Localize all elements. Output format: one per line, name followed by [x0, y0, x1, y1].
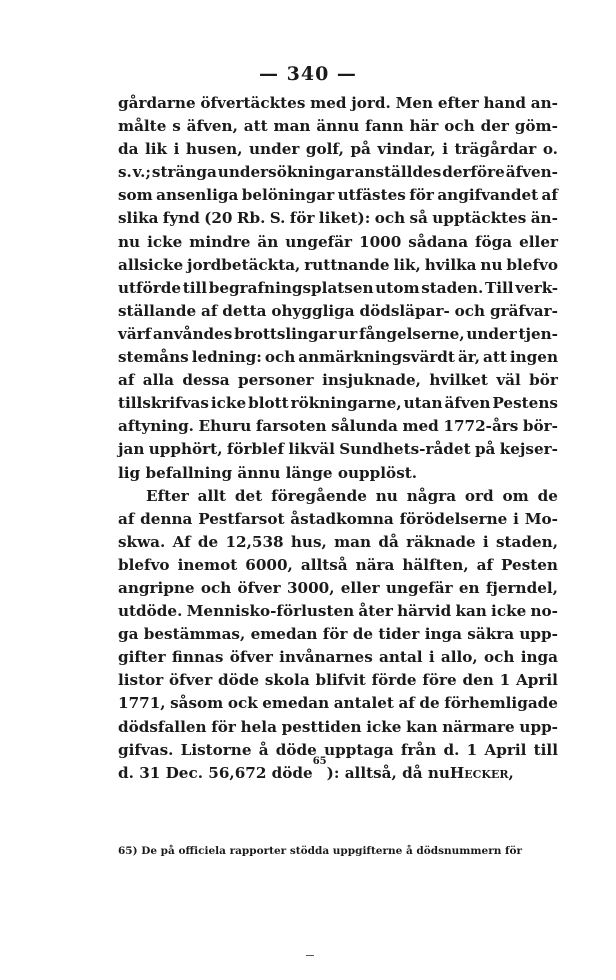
text-line: angripne och öfver 3000, eller ungefär en fjerndel, — [118, 578, 558, 597]
text-line: gifter finnas öfver invånarnes antal i allo, och inga — [118, 648, 558, 667]
text-line: skwa. Af de 12,538 hus, man då räknade i staden, — [118, 532, 558, 551]
text-line: slika fynd (20 Rb. S. för liket): och så upptäcktes än- — [118, 209, 558, 228]
text-line: som ansenliga belöningar utfästes för angifvandet af — [118, 186, 558, 205]
text-line: af denna Pestfarsot åstadkomna förödelserne i Mo- — [118, 509, 558, 528]
text-line: da lik i husen, under golf, på vindar, i trägårdar o. — [118, 140, 558, 159]
text-line: gifvas. Listorne å döde upptaga från d. 1 April till — [118, 740, 558, 759]
text-line: dödsfallen för hela pesttiden icke kan närmare upp- — [118, 717, 558, 736]
text-line: allsicke jordbetäckta, ruttnande lik, hvilka nu blefvo — [118, 255, 558, 274]
bottom-mark — [306, 955, 314, 956]
text-line: gårdarne öfvertäcktes med jord. Men efter hand an- — [118, 94, 558, 112]
text-line: Efter allt det föregående nu några ord om de — [146, 486, 558, 505]
text-line: af alla dessa personer insjuknade, hvilket väl bör — [118, 371, 558, 390]
text-line: lig befallning ännu länge oupplöst. — [118, 463, 418, 482]
text-line: aftyning. Ehuru farsoten sålunda med 1772-års bör- — [118, 417, 558, 436]
text-line: blefvo inemot 6000, alltså nära hälften, af Pesten — [118, 555, 558, 574]
text-line: värf anvåndes brottslingar ur fångelserne, under tjen- — [118, 324, 558, 343]
author-name: Hecker — [449, 763, 509, 782]
body-text — [118, 92, 558, 785]
text-line: s. v.; stränga undersökningar anställdes derföre äfven- — [118, 163, 558, 182]
text-line: stemåns ledning: och anmärkningsvärdt är, att ingen — [118, 348, 558, 367]
text-line: utförde till begrafningsplatsen utom staden. Till verk- — [118, 278, 558, 297]
last-line-end: , — [508, 763, 514, 782]
text-line: ställande af detta ohyggliga dödsläpar- och gräfvar- — [118, 301, 558, 320]
page-number: — 340 — — [259, 63, 357, 85]
text-line-last — [118, 755, 558, 785]
text-line: utdöde. Mennisko-förlusten åter härvid kan icke no- — [118, 602, 558, 621]
text-line: nu icke mindre än ungefär 1000 sådana föga eller — [118, 232, 558, 251]
text-line: målte s äfven, att man ännu fann här och der göm- — [118, 117, 558, 136]
last-line-middle: ): alltså, då nu — [326, 763, 450, 782]
text-line: jan upphört, förblef likväl Sundhets-rådet på kejser- — [118, 440, 558, 459]
footnote: 65) De på officiela rapporter stödda uppgifterne å dödsnummern för — [118, 845, 523, 857]
text-line: tillskrifvas icke blott rökningarne, utan äfven Pestens — [118, 394, 558, 413]
footnote-reference: 65 — [312, 755, 327, 767]
last-line-start: d. 31 Dec. 56,672 döde — [118, 763, 313, 782]
text-line: ga bestämmas, emedan för de tider inga säkra upp- — [118, 625, 558, 644]
text-line: listor öfver döde skola blifvit förde före den 1 April — [118, 671, 558, 690]
text-line: 1771, såsom ock emedan antalet af de förhemligade — [118, 694, 558, 713]
